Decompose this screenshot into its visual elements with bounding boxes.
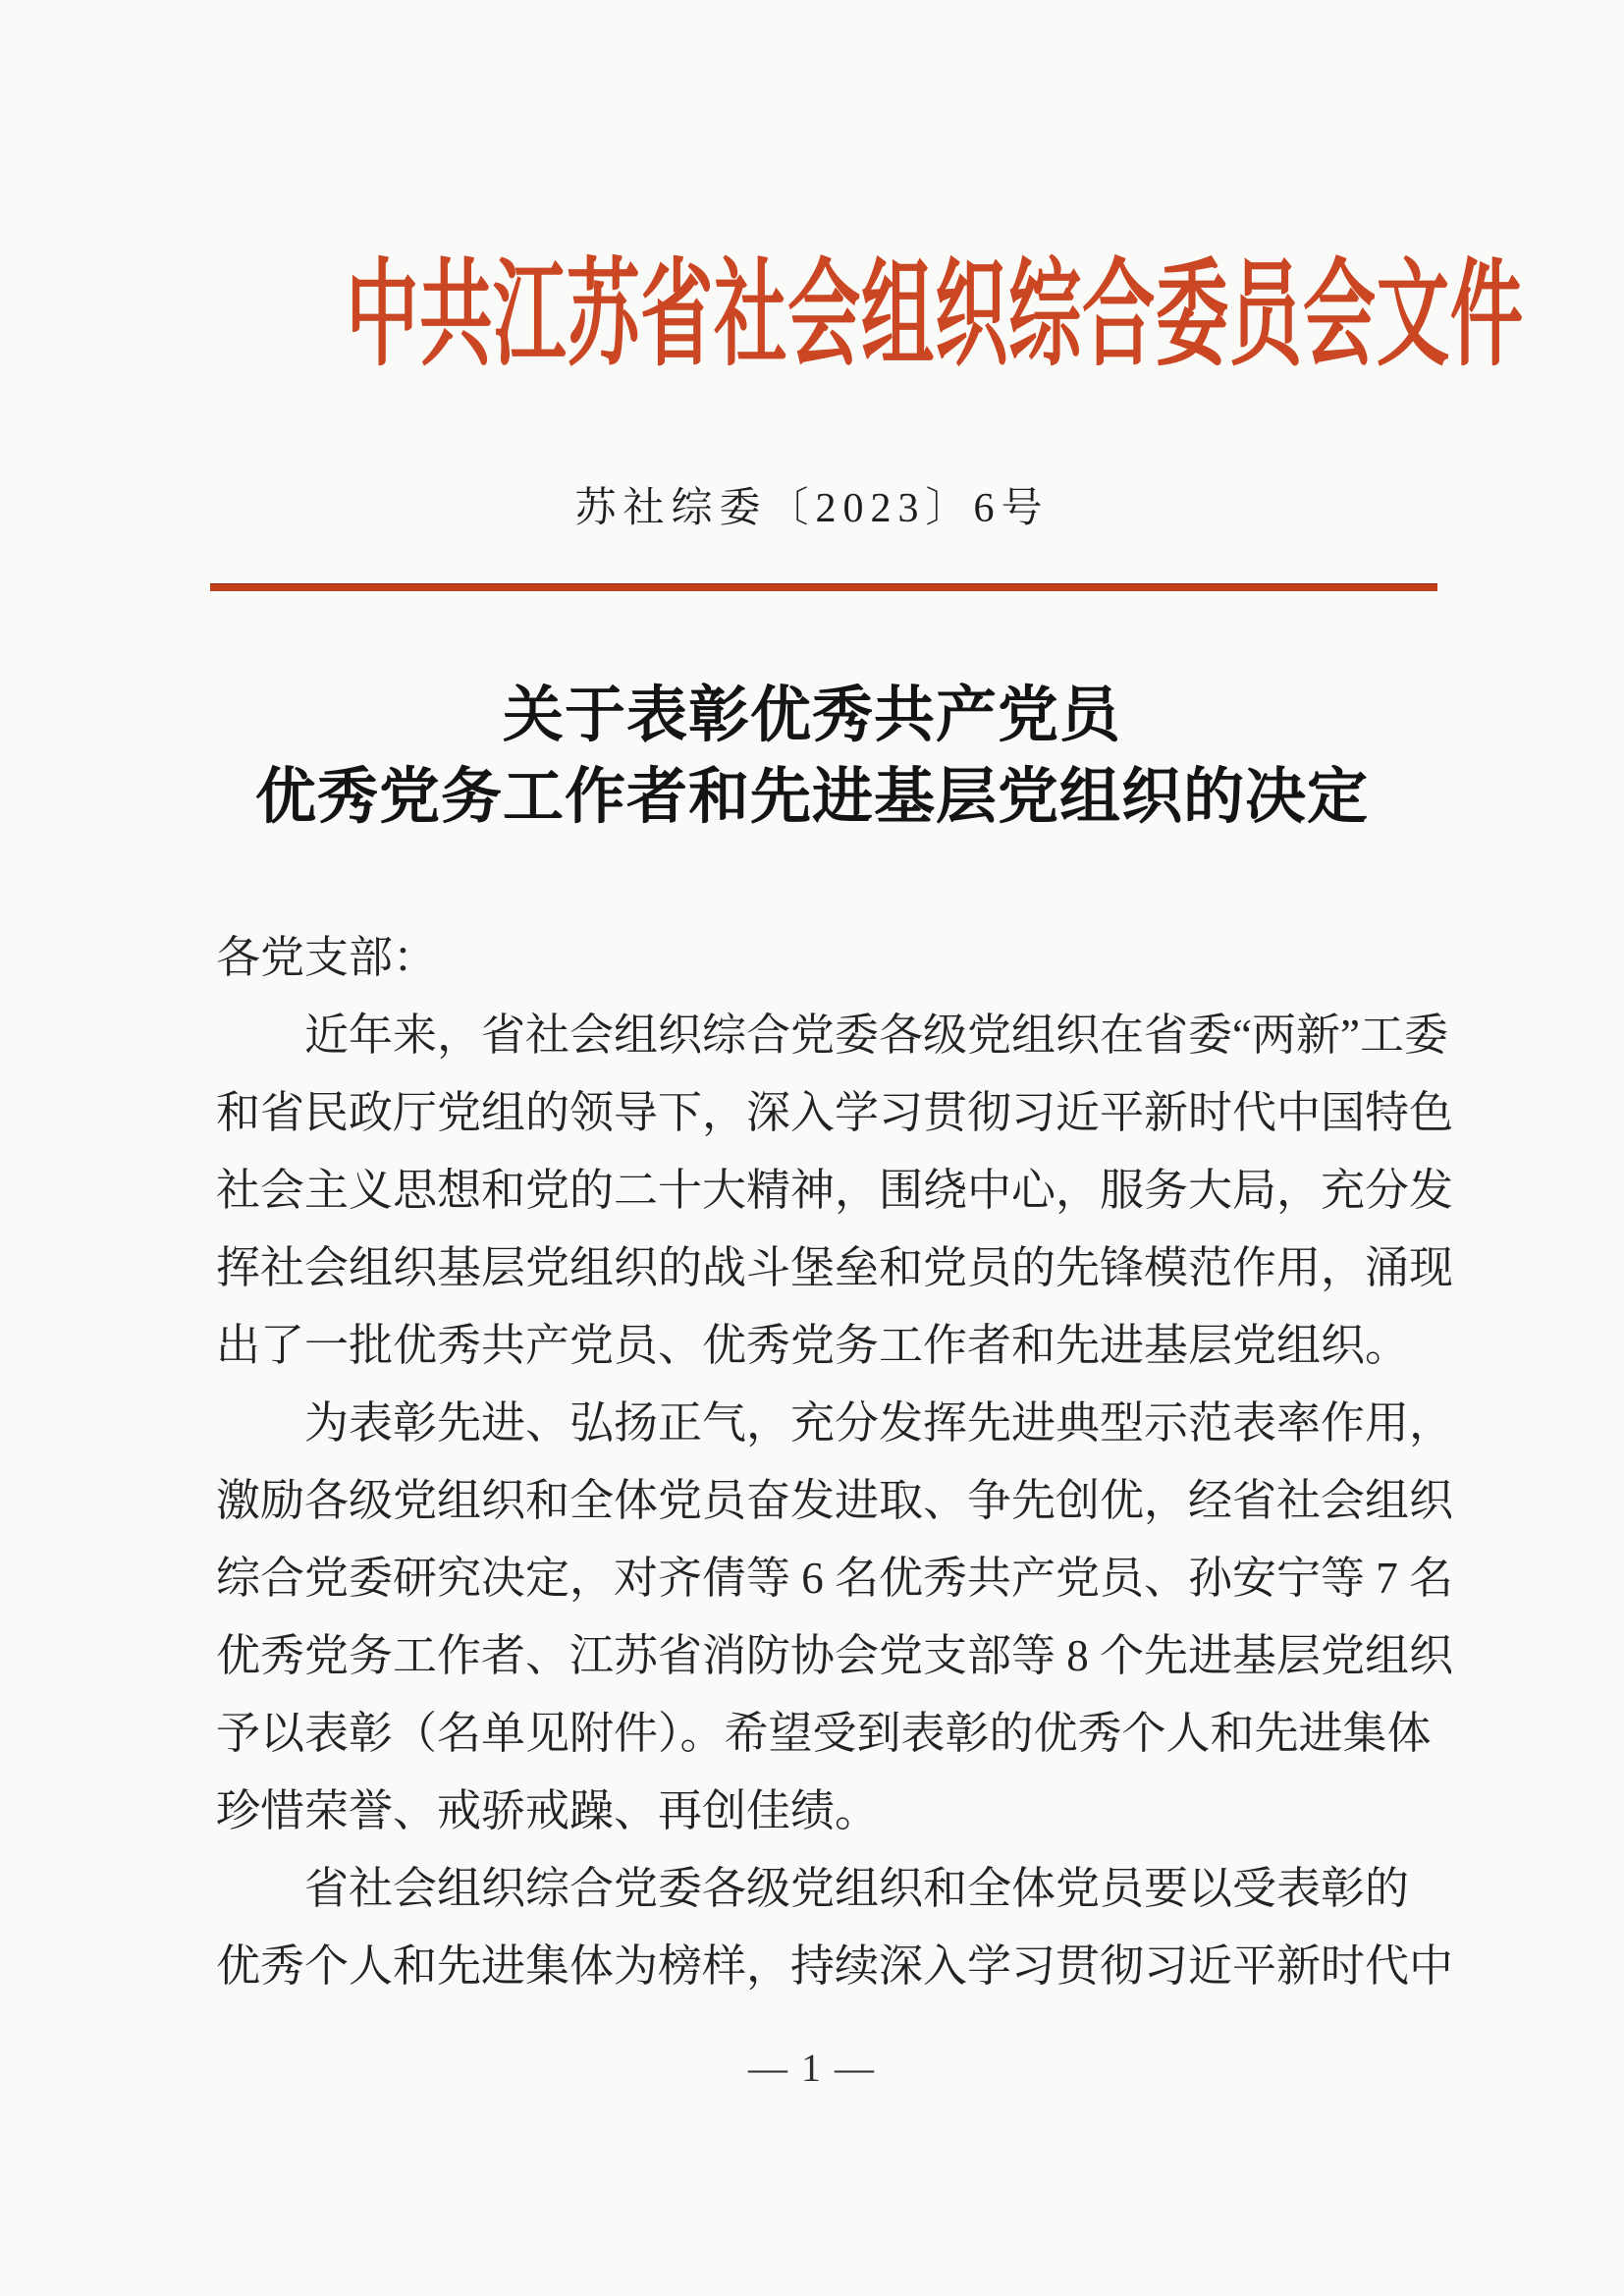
letterhead xyxy=(0,251,1624,381)
body-line: 综合党委研究决定，对齐倩等 6 名优秀共产党员、孙安宁等 7 名 xyxy=(216,1554,1454,1603)
body-line: 珍惜荣誉、戒骄戒躁、再创佳绩。 xyxy=(216,1786,880,1835)
document-title-line2: 优秀党务工作者和先进基层党组织的决定 xyxy=(254,764,1369,831)
document-body xyxy=(216,919,1455,2005)
body-line: 予以表彰（名单见附件）。希望受到表彰的优秀个人和先进集体 xyxy=(216,1709,1432,1758)
letterhead-org-title: 中共江苏省社会组织综合委员会文件 xyxy=(346,251,1524,380)
body-line: 激励各级党组织和全体党员奋发进取、争先创优，经省社会组织 xyxy=(216,1476,1454,1525)
body-line: 挥社会组织基层党组织的战斗堡垒和党员的先锋模范作用，涌现 xyxy=(216,1243,1454,1292)
body-line: 出了一批优秀共产党员、优秀党务工作者和先进基层党组织。 xyxy=(216,1321,1410,1370)
document-title-line1: 关于表彰优秀共产党员 xyxy=(502,683,1121,749)
body-line: 省社会组织综合党委各级党组织和全体党员要以受表彰的 xyxy=(304,1864,1410,1913)
body-line: 社会主义思想和党的二十大精神，围绕中心，服务大局，充分发 xyxy=(216,1166,1454,1215)
body-line: 近年来，省社会组织综合党委各级党组织在省委“两新”工委 xyxy=(304,1011,1448,1060)
body-line: 优秀党务工作者、江苏省消防协会党支部等 8 个先进基层党组织 xyxy=(216,1631,1454,1680)
page-number: — 1 — xyxy=(748,2046,876,2090)
body-line: 优秀个人和先进集体为榜样，持续深入学习贯彻习近平新时代中 xyxy=(216,1941,1454,1991)
document-title xyxy=(0,676,1624,839)
letterhead-divider-rule xyxy=(210,583,1437,591)
body-line: 各党支部： xyxy=(216,933,438,982)
body-line: 和省民政厅党组的领导下，深入学习贯彻习近平新时代中国特色 xyxy=(216,1088,1454,1137)
body-line: 为表彰先进、弘扬正气，充分发挥先进典型示范表率作用， xyxy=(304,1398,1454,1448)
document-number: 苏社综委〔2023〕6号 xyxy=(574,486,1050,531)
